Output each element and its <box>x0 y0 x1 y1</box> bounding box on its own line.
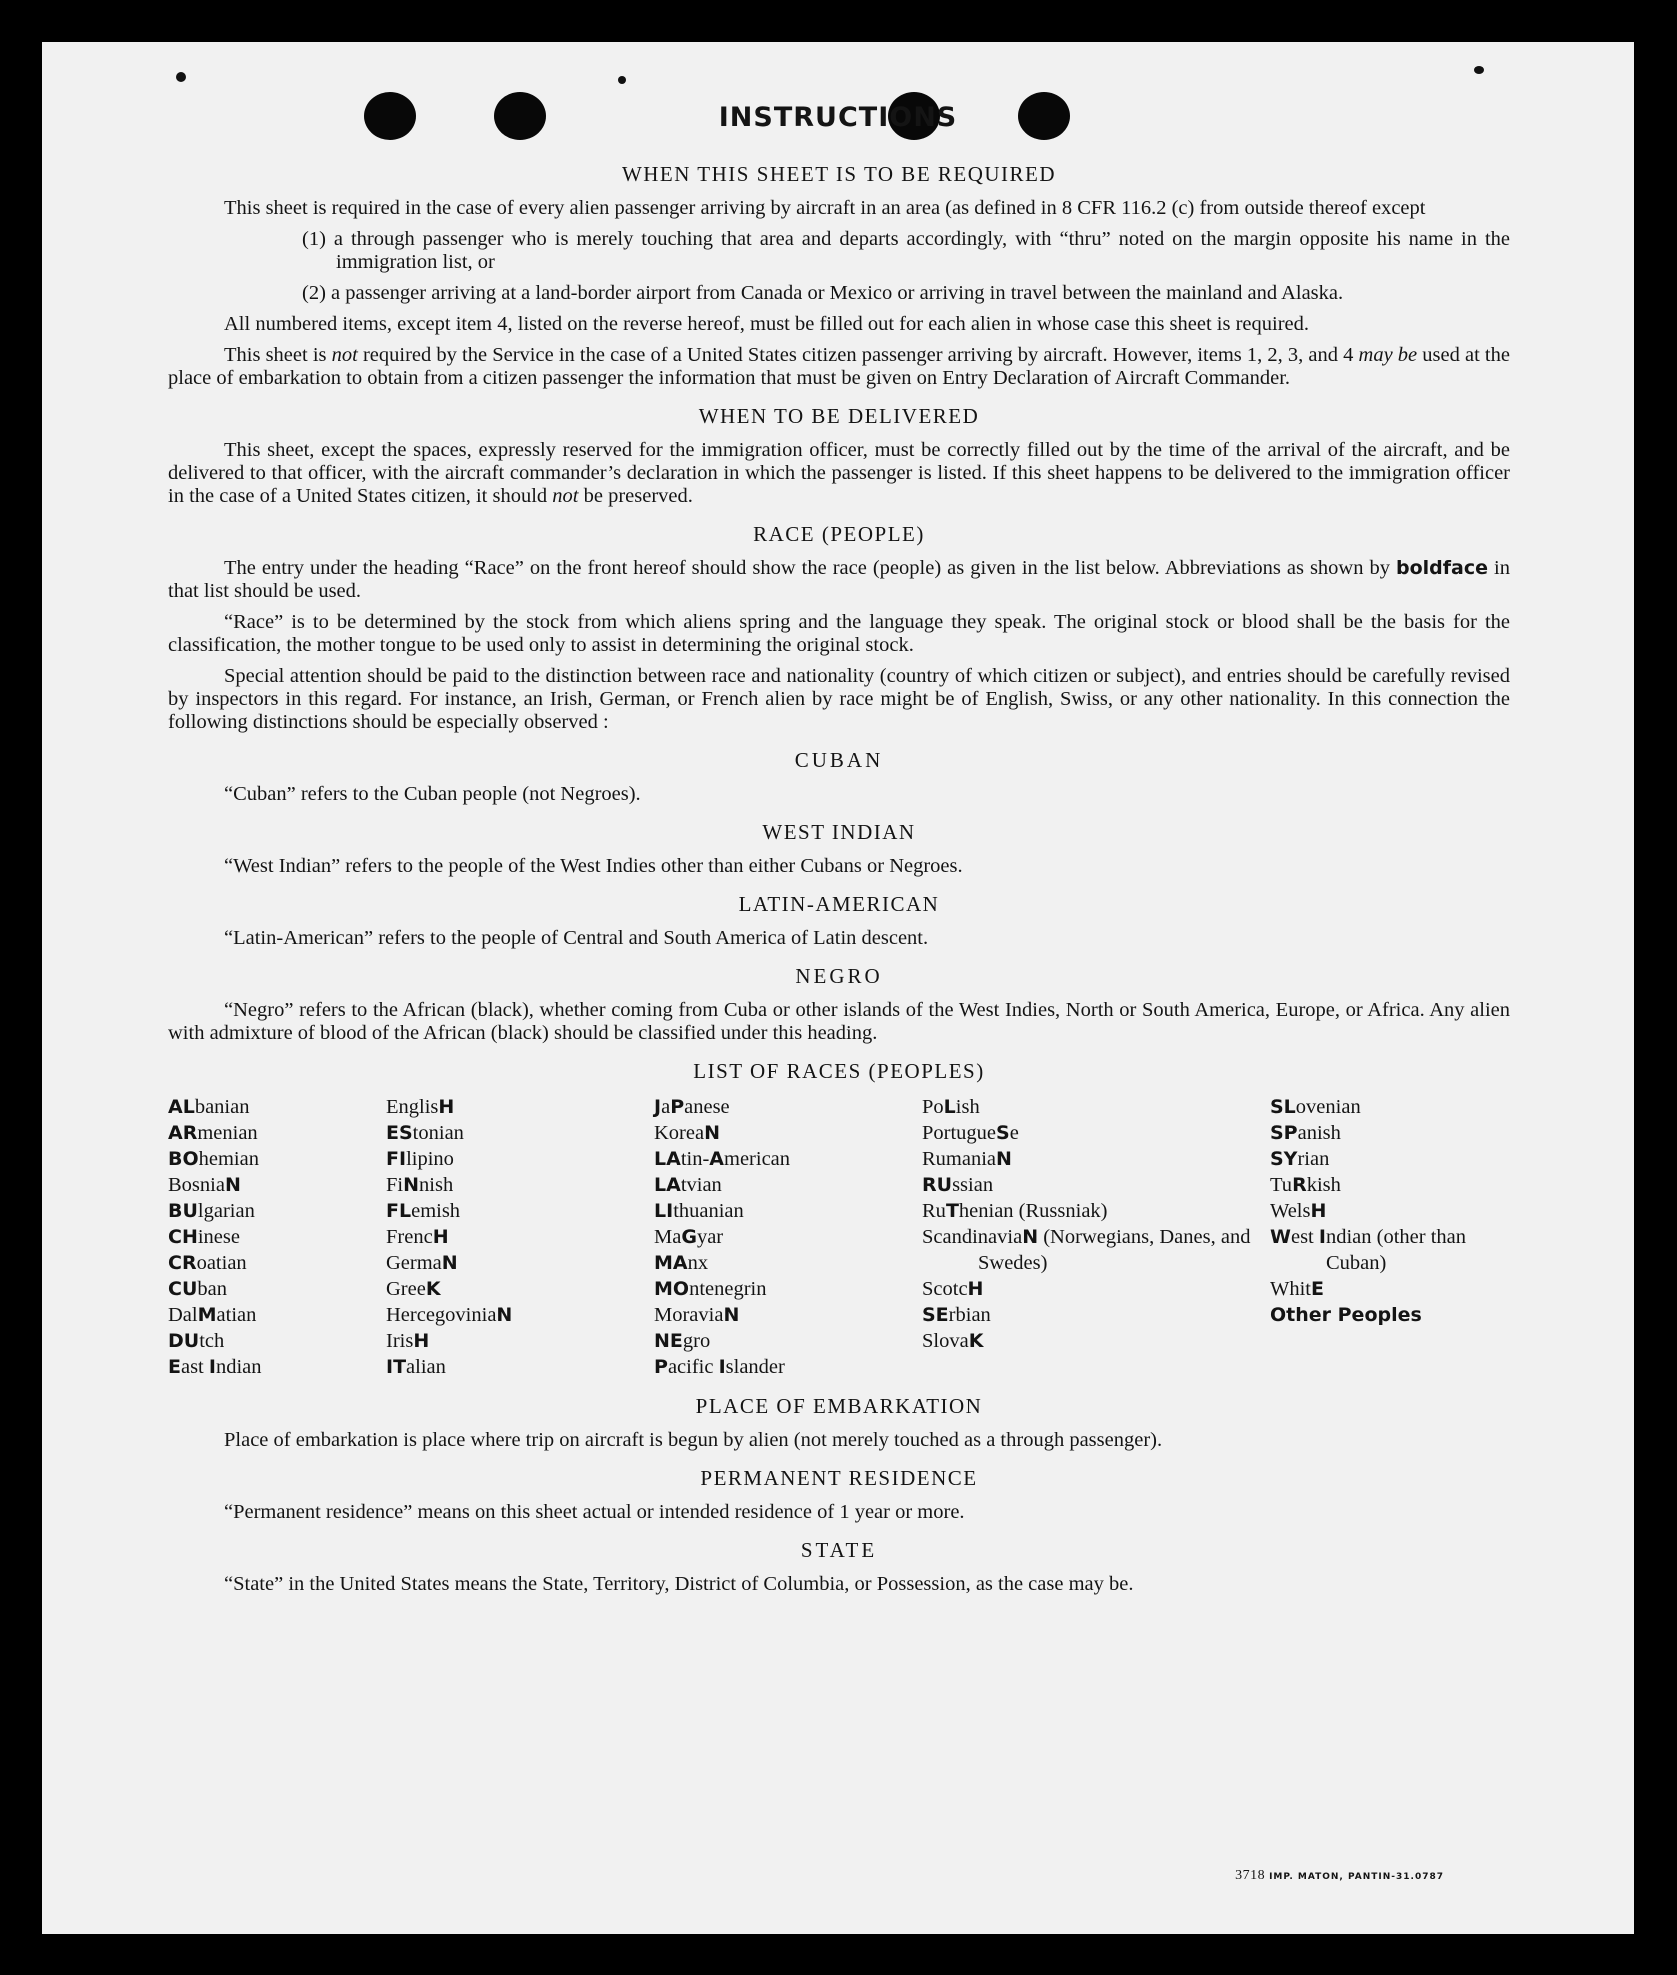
race-abbrev: E <box>1311 1278 1324 1300</box>
race-abbrev: LA <box>654 1148 681 1170</box>
race-entry <box>386 1198 654 1224</box>
races-list <box>168 1094 1510 1380</box>
race-abbrev: J <box>654 1096 662 1118</box>
race-abbrev: CH <box>168 1226 198 1248</box>
race-text: Portugue <box>922 1122 997 1144</box>
paragraph: “West Indian” refers to the people of the West Indies other than either Cubans or Negroes. <box>224 855 963 877</box>
race-text: tonian <box>412 1122 464 1144</box>
race-entry <box>386 1094 654 1120</box>
race-abbrev: N <box>723 1304 740 1326</box>
race-text: yar <box>696 1226 724 1248</box>
race-abbrev: L <box>943 1096 956 1118</box>
race-text: inese <box>197 1226 240 1248</box>
race-entry <box>654 1172 922 1198</box>
race-entry <box>168 1094 386 1120</box>
section-heading-latin-american: LATIN-AMERICAN <box>738 892 940 916</box>
race-abbrev: I <box>718 1356 726 1378</box>
race-abbrev: N <box>224 1174 241 1196</box>
section-heading-cuban: CUBAN <box>794 748 884 772</box>
race-text: ast <box>180 1356 209 1378</box>
race-entry <box>654 1302 922 1328</box>
race-text: lgarian <box>197 1200 255 1222</box>
section-heading-negro: NEGRO <box>795 964 883 988</box>
race-text: rbian <box>948 1304 991 1326</box>
speck <box>618 76 626 84</box>
race-text: Ru <box>922 1200 946 1222</box>
race-text: est <box>1290 1226 1319 1248</box>
race-entry <box>1270 1302 1520 1328</box>
race-abbrev: DU <box>168 1330 200 1352</box>
race-abbrev: SL <box>1270 1096 1296 1118</box>
race-abbrev: H <box>432 1226 449 1248</box>
race-text: rian <box>1297 1148 1330 1170</box>
race-text: atian <box>216 1304 257 1326</box>
race-text: merican <box>724 1148 791 1170</box>
race-abbrev: MO <box>654 1278 690 1300</box>
race-entry <box>386 1146 654 1172</box>
race-text: tch <box>199 1330 225 1352</box>
paragraph: “Cuban” refers to the Cuban people (not Negroes). <box>224 783 641 805</box>
race-abbrev: LA <box>654 1174 681 1196</box>
section-heading-embarkation: PLACE OF EMBARKATION <box>695 1394 983 1418</box>
race-abbrev: P <box>670 1096 685 1118</box>
race-entry <box>654 1224 922 1250</box>
race-text: oatian <box>196 1252 247 1274</box>
race-text: ish <box>955 1096 980 1118</box>
race-entry <box>922 1198 1270 1224</box>
race-entry <box>168 1328 386 1354</box>
race-entry <box>386 1172 654 1198</box>
race-abbrev: N <box>441 1252 458 1274</box>
race-entry <box>168 1224 386 1250</box>
race-entry <box>1270 1276 1520 1302</box>
race-entry <box>1270 1146 1520 1172</box>
race-text: Moravia <box>654 1304 724 1326</box>
race-text: lipino <box>406 1148 454 1170</box>
paragraph: Special attention should be paid to the distinction between race and nationality (country of which citizen or subject), and entries should be carefully revised by inspectors in this regard. For instance, an Irish, German, or French alien by race might be of English, Swiss, or any other nationality. In this connection the following distinctions should be especially observed : <box>168 665 1510 733</box>
race-abbrev: SP <box>1270 1122 1298 1144</box>
race-text: tvian <box>680 1174 722 1196</box>
race-text: Rumania <box>922 1148 997 1170</box>
race-abbrev: K <box>968 1330 984 1352</box>
paragraph: “Negro” refers to the African (black), whether coming from Cuba or other islands of the West Indies, North or South America, Europe, or Africa. Any alien with admixture of blood of the African (black) should be classified under this heading. <box>168 999 1510 1044</box>
race-abbrev: N <box>1022 1226 1039 1248</box>
race-entry <box>386 1250 654 1276</box>
section-heading-delivered: WHEN TO BE DELIVERED <box>698 404 980 428</box>
race-text: gro <box>682 1330 711 1352</box>
race-entry <box>922 1276 1270 1302</box>
paragraph: This sheet is required in the case of every alien passenger arriving by aircraft in an area (as defined in 8 CFR 116.2 (c) from outside thereof except <box>224 197 1426 219</box>
race-entry <box>168 1276 386 1302</box>
race-entry <box>654 1328 922 1354</box>
race-text: Korea <box>654 1122 705 1144</box>
race-entry <box>168 1146 386 1172</box>
race-text: nx <box>687 1252 709 1274</box>
speck <box>176 72 186 82</box>
race-text: ovenian <box>1295 1096 1361 1118</box>
race-text: alian <box>406 1356 446 1378</box>
race-abbrev: H <box>438 1096 455 1118</box>
section-heading-race: RACE (PEOPLE) <box>753 522 925 546</box>
race-entry <box>922 1094 1270 1120</box>
race-entry <box>168 1250 386 1276</box>
races-column <box>168 1094 386 1380</box>
list-item: (1) a through passenger who is merely touching that area and departs accordingly, with “thru” noted on the margin opposite his name in the immigration list, or <box>302 228 1510 273</box>
race-entry <box>168 1302 386 1328</box>
race-text: e <box>1009 1122 1019 1144</box>
races-column <box>922 1094 1270 1380</box>
race-text: emish <box>411 1200 461 1222</box>
section-heading-required: WHEN THIS SHEET IS TO BE REQUIRED <box>621 162 1057 186</box>
race-text: banian <box>194 1096 250 1118</box>
race-abbrev: CR <box>168 1252 197 1274</box>
race-text: ndian <box>215 1356 262 1378</box>
race-abbrev: RU <box>922 1174 953 1196</box>
race-text: Scotc <box>922 1278 968 1300</box>
race-abbrev: LI <box>654 1200 674 1222</box>
race-text: Dal <box>168 1304 198 1326</box>
race-abbrev: W <box>1270 1226 1291 1248</box>
race-abbrev: BO <box>168 1148 199 1170</box>
race-abbrev: N <box>704 1122 720 1144</box>
race-text: tin- <box>680 1148 710 1170</box>
race-entry <box>1270 1224 1520 1276</box>
paragraph: “Permanent residence” means on this sheet actual or intended residence of 1 year or more. <box>224 1501 965 1523</box>
race-abbrev: K <box>425 1278 441 1300</box>
race-abbrev: SY <box>1270 1148 1298 1170</box>
race-abbrev: H <box>967 1278 984 1300</box>
race-entry <box>654 1146 922 1172</box>
race-text: anish <box>1297 1122 1341 1144</box>
race-abbrev: MA <box>654 1252 688 1274</box>
race-entry <box>654 1094 922 1120</box>
race-entry <box>654 1198 922 1224</box>
race-abbrev: A <box>709 1148 724 1170</box>
section-heading-state: STATE <box>800 1538 878 1562</box>
race-abbrev: Other Peoples <box>1270 1304 1422 1326</box>
race-entry <box>1270 1172 1520 1198</box>
printer-mark: IMP. MATON, PANTIN-31.0787 <box>1269 1872 1444 1882</box>
race-text: Germa <box>386 1252 442 1274</box>
race-abbrev: N <box>403 1174 420 1196</box>
instructions-body <box>168 148 1510 1604</box>
races-column <box>1270 1094 1520 1380</box>
race-entry <box>168 1354 386 1380</box>
race-text: nish <box>419 1174 454 1196</box>
paragraph: All numbered items, except item 4, listed on the reverse hereof, must be filled out for each alien in whose case this sheet is required. <box>224 313 1310 335</box>
section-heading-residence: PERMANENT RESIDENCE <box>700 1466 978 1490</box>
race-entry <box>654 1120 922 1146</box>
paragraph: Place of embarkation is place where trip on aircraft is begun by alien (not merely touched as a through passenger). <box>224 1429 1163 1451</box>
race-text: anese <box>684 1096 730 1118</box>
race-text: Englis <box>386 1096 439 1118</box>
race-text: Wels <box>1270 1200 1311 1222</box>
race-abbrev: BU <box>168 1200 198 1222</box>
list-item: (2) a passenger arriving at a land-border airport from Canada or Mexico or arriving in travel between the mainland and Alaska. <box>302 282 1344 304</box>
paragraph: The entry under the heading “Race” on the front hereof should show the race (people) as given in the list below. Abbreviations as shown by boldface in that list should be used. <box>168 557 1510 602</box>
race-text: Bosnia <box>168 1174 225 1196</box>
race-text: Slova <box>922 1330 969 1352</box>
page-title: INSTRUCTIONS <box>718 102 958 133</box>
race-abbrev: H <box>413 1330 430 1352</box>
race-abbrev: SE <box>922 1304 949 1326</box>
race-entry <box>654 1276 922 1302</box>
race-abbrev: G <box>681 1226 697 1248</box>
race-abbrev: P <box>654 1356 668 1378</box>
race-text: ntenegrin <box>689 1278 767 1300</box>
race-entry <box>922 1302 1270 1328</box>
race-text: menian <box>197 1122 258 1144</box>
race-entry <box>922 1120 1270 1146</box>
section-heading-list-of-races: LIST OF RACES (PEOPLES) <box>693 1059 985 1083</box>
race-abbrev: S <box>996 1122 1010 1144</box>
race-entry <box>922 1172 1270 1198</box>
race-abbrev: CU <box>168 1278 198 1300</box>
race-entry <box>386 1276 654 1302</box>
race-text: Po <box>922 1096 944 1118</box>
race-abbrev: E <box>168 1356 181 1378</box>
race-text: Gree <box>386 1278 426 1300</box>
race-text: Ma <box>654 1226 682 1248</box>
race-text: hemian <box>198 1148 259 1170</box>
race-entry <box>1270 1120 1520 1146</box>
race-text: slander <box>725 1356 785 1378</box>
race-text: Whit <box>1270 1278 1311 1300</box>
race-text: thuanian <box>673 1200 744 1222</box>
paragraph: “State” in the United States means the State, Territory, District of Columbia, or Possession, as the case may be. <box>224 1573 1134 1595</box>
race-text: Tu <box>1270 1174 1293 1196</box>
race-text: henian (Russniak) <box>958 1200 1108 1222</box>
race-entry <box>654 1354 922 1380</box>
race-entry <box>922 1146 1270 1172</box>
race-entry <box>386 1328 654 1354</box>
race-abbrev: I <box>208 1356 216 1378</box>
form-number: 3718 <box>1235 1868 1266 1883</box>
race-entry <box>168 1198 386 1224</box>
race-text: a <box>661 1096 671 1118</box>
races-column <box>654 1094 922 1380</box>
form-footer <box>1235 1868 1444 1884</box>
race-abbrev: N <box>996 1148 1012 1170</box>
races-column <box>386 1094 654 1380</box>
race-abbrev: N <box>496 1304 513 1326</box>
paragraph: This sheet is not required by the Service in the case of a United States citizen passenger arriving by aircraft. However, items 1, 2, 3, and 4 may be used at the place of embarkation to obtain from a citizen passenger the information that must be given on Entry Declaration of Aircraft Commander. <box>168 344 1510 389</box>
race-entry <box>922 1328 1270 1354</box>
race-abbrev: ES <box>386 1122 413 1144</box>
race-entry <box>386 1120 654 1146</box>
document-page <box>42 42 1634 1934</box>
paragraph: “Race” is to be determined by the stock from which aliens spring and the language they speak. The original stock or blood shall be the basis for the classification, the mother tongue to be used only to assist in determining the original stock. <box>168 611 1510 656</box>
race-abbrev: H <box>1310 1200 1327 1222</box>
race-entry <box>654 1250 922 1276</box>
paragraph: “Latin-American” refers to the people of Central and South America of Latin descent. <box>224 927 929 949</box>
race-text: Iris <box>386 1330 414 1352</box>
race-abbrev: M <box>197 1304 217 1326</box>
race-text: (Norwegians, Danes, and Swedes) <box>978 1226 1251 1274</box>
race-text: Scandinavia <box>922 1226 1023 1248</box>
paragraph: This sheet, except the spaces, expressly reserved for the immigration officer, must be correctly filled out by the time of the arrival of the aircraft, and be delivered to that officer, with the aircraft commander’s declaration in which the passenger is listed. If this sheet happens to be delivered to the immigration officer in the case of a United States citizen, it should not be preserved. <box>168 439 1510 507</box>
race-text: acific <box>667 1356 719 1378</box>
race-entry <box>386 1354 654 1380</box>
race-text: ndian (other than Cuban) <box>1325 1226 1466 1274</box>
race-abbrev: NE <box>654 1330 683 1352</box>
race-abbrev: AR <box>168 1122 198 1144</box>
race-abbrev: R <box>1292 1174 1307 1196</box>
race-entry <box>922 1224 1270 1276</box>
speck <box>1474 66 1484 74</box>
race-abbrev: T <box>945 1200 959 1222</box>
race-entry <box>1270 1198 1520 1224</box>
race-entry <box>168 1120 386 1146</box>
section-heading-west-indian: WEST INDIAN <box>762 820 916 844</box>
race-abbrev: I <box>1318 1226 1326 1248</box>
race-text: Fi <box>386 1174 404 1196</box>
race-text: Frenc <box>386 1226 433 1248</box>
race-entry <box>168 1172 386 1198</box>
race-abbrev: FL <box>386 1200 412 1222</box>
race-abbrev: IT <box>386 1356 407 1378</box>
race-text: kish <box>1306 1174 1341 1196</box>
race-entry <box>386 1224 654 1250</box>
race-abbrev: FI <box>386 1148 407 1170</box>
race-entry <box>386 1302 654 1328</box>
race-text: Hercegovinia <box>386 1304 497 1326</box>
race-text: ban <box>197 1278 227 1300</box>
race-text: ssian <box>952 1174 994 1196</box>
race-entry <box>1270 1094 1520 1120</box>
race-abbrev: AL <box>168 1096 195 1118</box>
